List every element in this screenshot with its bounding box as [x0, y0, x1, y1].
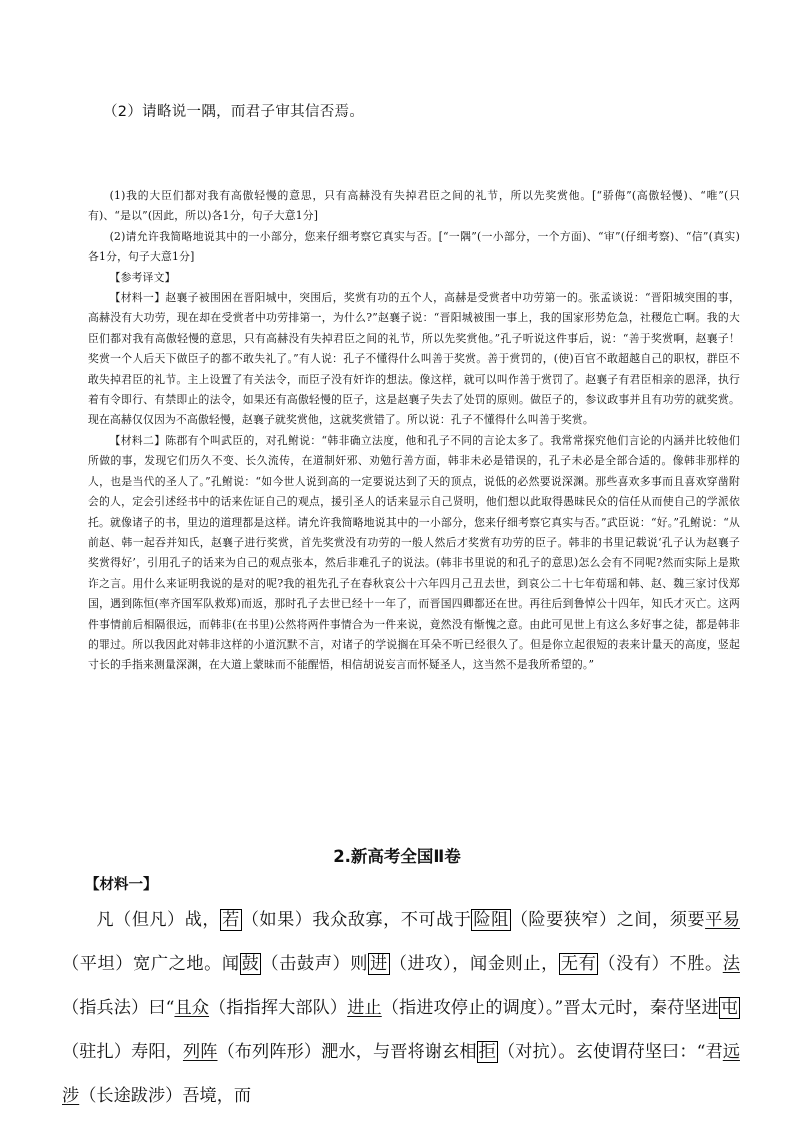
boxed-word: 若 [222, 910, 240, 930]
underlined-word: 法 [722, 954, 740, 974]
text-run: （如果）我众敌寡，不可战于 [241, 910, 472, 930]
translation-material-1: 【材料一】赵襄子被围困在晋阳城中，突围后，奖赏有功的五个人，高赫是受赏者中功劳第一的。张孟谈说：“晋阳城突围的事，高赫没有大功劳，现在却在受赏者中功劳排第一，为什么?”赵襄子说：“晋阳城被围一事上，我的国家形势危急，社稷危亡啊。我的大臣们都对我有高傲轻慢的意思，只有高赫没有失掉君臣之间的礼节，所以先奖赏他。”孔子听说这件事后，说：“善于奖赏啊，赵襄子！奖赏一个人后天下做臣子的都不敢失礼了。”有人说：孔子不懂得什么叫善于奖赏。善于赏罚的，(使)百官不敢超越自己的职权，群臣不敢失掉君臣的礼节。主上设置了有关法令，而臣子没有奸诈的想法。像这样，就可以叫作善于赏罚了。赵襄子有君臣相亲的恩泽，执行着有令即行、有禁即止的法令，如果还有高傲轻慢的臣子，这是赵襄子失去了处罚的原则。做臣子的，参议政事并且有功劳的就奖赏。现在高赫仅仅因为不高傲轻慢，赵襄子就奖赏他，这就奖赏错了。所以说：孔子不懂得什么叫善于奖赏。 [88, 291, 740, 427]
material-1-paragraph [62, 898, 740, 1118]
underlined-word: 进止 [347, 998, 382, 1018]
answer-section [88, 186, 740, 676]
underlined-word: 平易 [705, 910, 740, 930]
material-1-label: 【材料一】 [85, 876, 158, 893]
boxed-word: 拒 [478, 1042, 496, 1062]
text-run: （对抗）。玄使谓苻坚曰：“君 [497, 1042, 723, 1062]
question-2: （2）请略说一隅，而君子审其信否焉。 [103, 104, 365, 120]
text-run: （没有）不胜。 [598, 954, 723, 974]
text-run: （进攻），闻金则止， [389, 954, 559, 974]
boxed-word: 无有 [560, 954, 597, 974]
boxed-word: 鼓 [241, 954, 260, 974]
underlined-word: 远涉 [62, 1042, 740, 1106]
answer-1: (1)我的大臣们都对我有高傲轻慢的意思，只有高赫没有失掉君臣之间的礼节，所以先奖赏他。[“骄侮”(高傲轻慢)、“唯”(只有)、“是以”(因此，所以)各1分，句子大意1分] [88, 189, 740, 223]
text-run: （击鼓声）则 [261, 954, 369, 974]
boxed-word: 进 [370, 954, 388, 974]
reference-translation-title: 【参考译文】 [109, 270, 176, 284]
section-title: 2.新高考全国Ⅱ卷 [333, 847, 461, 866]
text-run: （驻扎）寿阳， [62, 1042, 183, 1062]
text-run: （平坦）宽广之地。闻 [62, 954, 240, 974]
text-run: 凡（但凡）战， [96, 910, 221, 930]
translation-material-2: 【材料二】陈郡有个叫武臣的，对孔鲋说：“韩非确立法度，他和孔子不同的言论太多了。我常常探究他们言论的内涵并比较他们所做的事，发现它们历久不变、长久流传，在道制奸邪、劝勉行善方面，韩非未必是错误的，孔子未必是全部合适的。像韩非那样的人，也是当代的圣人了。”孔鲋说：“如今世人说到高的一定要说达到了天的顶点，说低的必然要说深渊。那些喜欢多事而且喜欢穿凿附会的人，定会引述经书中的话来佐证自己的观点，援引圣人的话来显示自己贤明，他们想以此取得愚昧民众的信任从而使自己的学派依托。就像诸子的书，里边的道理都是这样。请允许我简略地说其中的一小部分，您来仔细考察它真实与否。”武臣说：“好。”孔鲋说：“从前赵、韩一起吞并知氏，赵襄子进行奖赏，首先奖赏没有功劳的一般人然后才奖赏有功劳的臣子。韩非的书里记载说‘孔子认为赵襄子奖赏得好’，引用孔子的话来为自己的观点张本，然后非难孔子的说法。(韩非书里说的和孔子的意思)怎么会有不同呢?然而实际上是欺诈之言。用什么来证明我说的是对的呢?我的祖先孔子在春秋哀公十六年四月己丑去世，到哀公二十七年荀瑶和韩、赵、魏三家讨伐郑国，遇到陈恒(率齐国军队救郑)而返，那时孔子去世已经十一年了，而晋国四卿都还在世。再往后到鲁悼公十四年，知氏才灭亡。这两件事情前后相隔很远，而韩非(在书里)公然将两件事情合为一件来说，竟然没有惭愧之意。由此可见世上有这么多好事之徒，都是韩非的罪过。所以我因此对韩非这样的小道沉默不言，对诸子的学说搁在耳朵不听已经很久了。但是你立起很短的表来计量天的高度，竖起寸长的手指来测量深渊，在大道上蒙昧而不能醒悟，相信胡说妄言而怀疑圣人，这当然不是我所希望的。” [88, 433, 740, 672]
text-run: （指兵法）曰“ [62, 998, 175, 1018]
boxed-word: 险阻 [473, 910, 509, 930]
text-run: （指指挥大部队） [209, 998, 348, 1018]
boxed-word: 屯 [720, 998, 738, 1018]
answer-2: (2)请允许我简略地说其中的一小部分，您来仔细考察它真实与否。[“一隅”(一小部分，一个方面)、“审”(仔细考察)、“信”(真实)各1分，句子大意1分] [88, 229, 740, 264]
text-run: （指进攻停止的调度）。”晋太元时，秦苻坚进 [381, 998, 719, 1018]
text-run: （布列阵形）淝水，与晋将谢玄相 [217, 1042, 477, 1062]
text-run: （险要狭窄）之间，须要 [510, 910, 706, 930]
underlined-word: 列阵 [182, 1042, 218, 1062]
underlined-word: 且众 [174, 998, 210, 1018]
material-1-text [62, 898, 740, 1118]
text-run: （长途跋涉）吾境，而 [79, 1086, 252, 1106]
